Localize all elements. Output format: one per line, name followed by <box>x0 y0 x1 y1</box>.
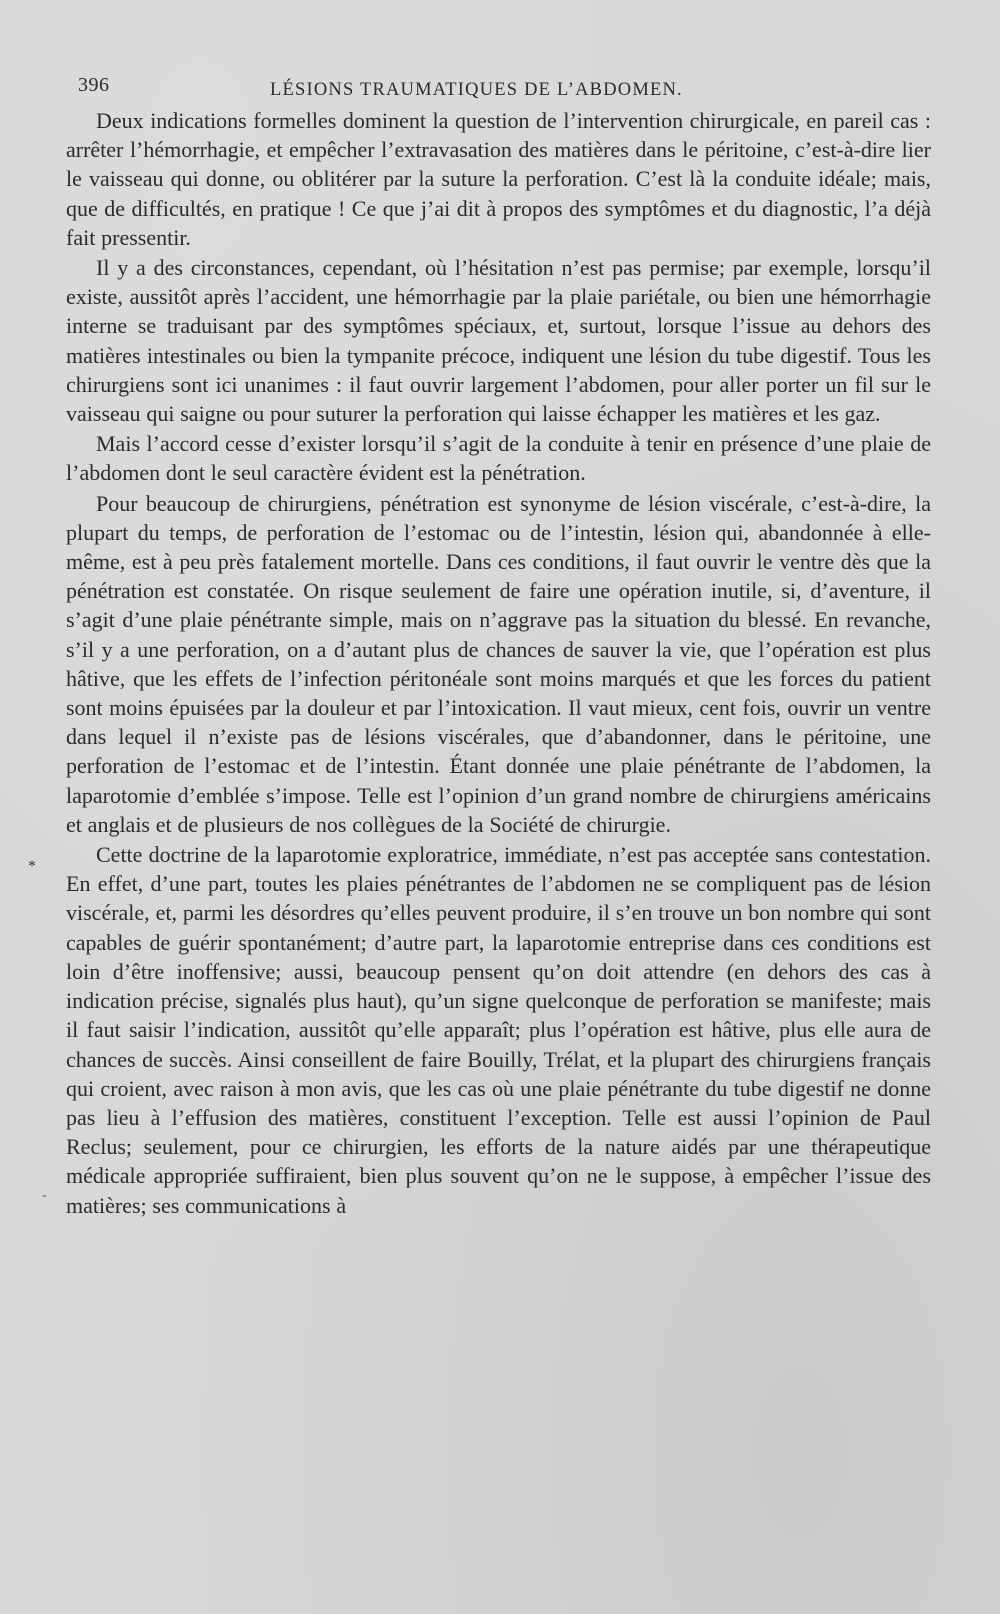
paragraph: Pour beaucoup de chirurgiens, pénétration est synonyme de lésion viscérale, c’est-à-dire, la plupart du temps, de perforation de l’estomac ou de l’intestin, lésion qui, abandonnée à elle-même, est à peu près fatalement mortelle. Dans ces conditions, il faut ouvrir le ventre dès que la pénétration est constatée. On risque seulement de faire une opération inutile, si, d’aventure, il s’agit d’une plaie pénétrante simple, mais on n’aggrave pas la situation du blessé. En revanche, s’il y a une perforation, on a d’autant plus de chances de sauver la vie, que l’opération est plus hâtive, que les effets de l’infection péritonéale sont moins marqués et que les forces du patient sont moins épuisées par la douleur et par l’intoxication. Il vaut mieux, cent fois, ouvrir un ventre dans lequel il n’existe pas de lésions viscérales, que d’abandonner, dans le péritoine, une perforation de l’estomac et de l’intestin. Étant donnée une plaie pénétrante de l’abdomen, la laparotomie d’emblée s’impose. Telle est l’opinion d’un grand nombre de chirurgiens américains et anglais et de plusieurs de nos collègues de la Société de chirurgie. <box>66 490 931 837</box>
paragraph: Mais l’accord cesse d’exister lorsqu’il s’agit de la conduite à tenir en présence d’une plaie de l’abdomen dont le seul caractère évident est la pénétration. <box>66 431 931 486</box>
paragraph: Cette doctrine de la laparotomie exploratrice, immédiate, n’est pas acceptée sans contestation. En effet, d’une part, toutes les plaies pénétrantes de l’abdomen ne se compliquent pas de lésion viscérale, et, parmi les désordres qu’elles peuvent produire, il s’en trouve un bon nombre qui sont capables de guérir spontanément; d’autre part, la laparotomie entreprise dans ces conditions est loin d’être inoffensive; aussi, beaucoup pensent qu’on doit attendre (en dehors des cas à indication précise, signalés plus haut), qu’un signe quelconque de perforation se manifeste; mais il faut saisir l’indication, aussitôt qu’elle apparaît; plus l’opération est hâtive, plus elle aura de chances de succès. Ainsi conseillent de faire Bouilly, Trélat, et la plupart des chirurgiens français qui croient, avec raison à mon avis, que les cas où une plaie pénétrante du tube digestif ne donne pas lieu à l’effusion des matières, constituent l’exception. Telle est aussi l’opinion de Paul Reclus; seulement, pour ce chirurgien, les efforts de la nature aidés par une thérapeutique médicale appropriée suffiraient, bien plus souvent qu’on ne le suppose, à empêcher l’issue des matières; ses communications à <box>66 842 931 1218</box>
page-number: 396 <box>78 74 110 96</box>
margin-mark: * <box>28 858 36 875</box>
paragraph: Il y a des circonstances, cependant, où l’hésitation n’est pas permise; par exemple, lorsqu’il existe, aussitôt après l’accident, une hémorrhagie par la plaie pariétale, ou bien une hémorrhagie interne se traduisant par des symptômes spéciaux, et, surtout, lorsque l’issue au dehors des matières intestinales ou bien la tympanite précoce, indiquent une lésion du tube digestif. Tous les chirurgiens sont ici unanimes : il faut ouvrir largement l’abdomen, pour aller porter un fil sur le vaisseau qui saigne ou pour suturer la perforation qui laisse échapper les matières et les gaz. <box>66 255 931 427</box>
running-title: LÉSIONS TRAUMATIQUES DE L’ABDOMEN. <box>270 80 683 100</box>
paragraph: Deux indications formelles dominent la question de l’intervention chirurgicale, en pareil cas : arrêter l’hémorrhagie, et empêcher l’extravasation des matières dans le péritoine, c’est-à-dire lier le vaisseau qui donne, ou oblitérer par la suture la perforation. C’est là la conduite idéale; mais, que de difficultés, en pratique ! Ce que j’ai dit à propos des symptômes et du diagnostic, l’a déjà fait pressentir. <box>66 108 931 250</box>
body-text <box>66 106 931 1220</box>
margin-mark: - <box>42 1188 47 1203</box>
